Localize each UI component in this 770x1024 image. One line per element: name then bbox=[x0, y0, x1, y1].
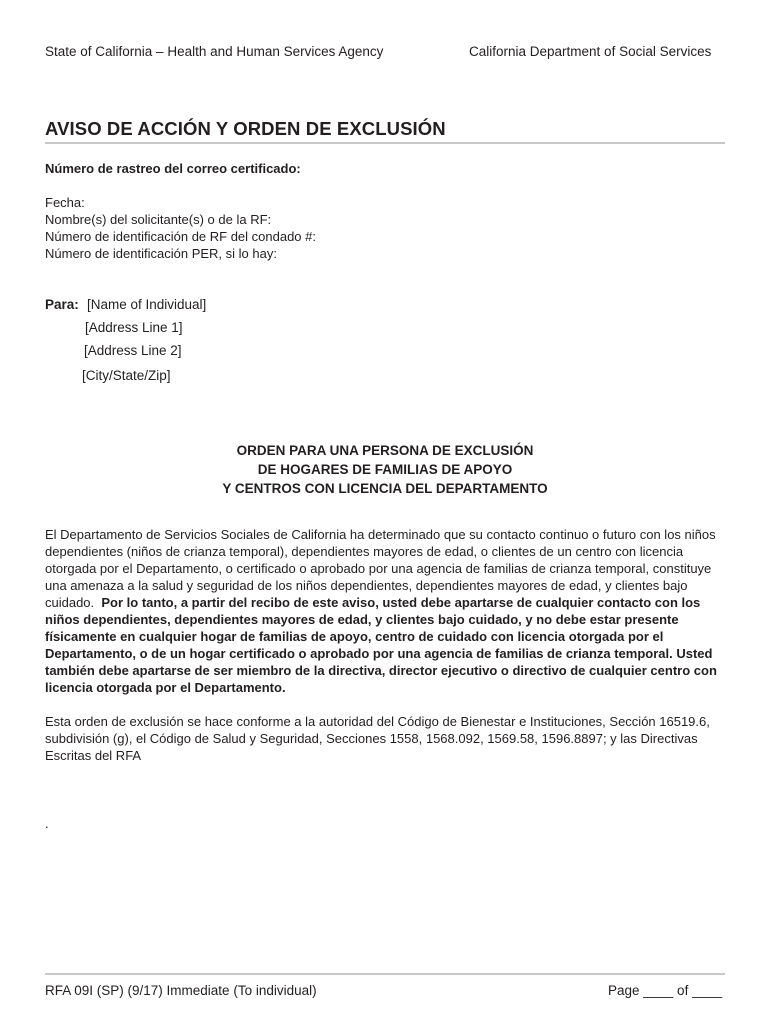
order-heading-line: DE HOGARES DE FAMILIAS DE APOYO bbox=[257, 462, 513, 477]
determination-text: El Departamento de Servicios Sociales de California ha determinado que su contacto continuo o futuro con los niños dependientes (niños de crianza temporal), dependientes mayores de edad, o clientes de un centro con licencia otorgada por el Departamento, o certificado o aprobado por una agencia de familias de crianza temporal, constituye una amenaza a la salud y seguridad de los niños dependientes, dependientes mayores de edad, y clientes bajo cuidado. bbox=[45, 527, 716, 610]
footer-divider bbox=[45, 973, 725, 975]
order-heading-line: ORDEN PARA UNA PERSONA DE EXCLUSIÓN bbox=[236, 443, 534, 458]
recipient-name: [Name of Individual] bbox=[87, 297, 207, 312]
tracking-number-label: Número de rastreo del correo certificado: bbox=[45, 161, 301, 176]
department-header: California Department of Social Services bbox=[469, 44, 712, 59]
agency-header: State of California – Health and Human Services Agency bbox=[45, 44, 384, 59]
determination-paragraph bbox=[45, 526, 730, 696]
recipient-label: Para: bbox=[45, 297, 79, 312]
authority-paragraph: Esta orden de exclusión se hace conforme a la autoridad del Código de Bienestar e Instituciones, Sección 16519.6, subdivisión (g), el Código de Salud y Seguridad, Secciones 1558, 1568.092, 1569.58, 1596.8897; y las Directivas Escritas del RFA bbox=[45, 714, 710, 763]
city-state-zip: [City/State/Zip] bbox=[82, 368, 171, 383]
page-number: Page ____ of ____ bbox=[608, 983, 723, 998]
order-heading bbox=[45, 441, 725, 498]
stray-mark: . bbox=[45, 816, 49, 831]
page-title: AVISO DE ACCIÓN Y ORDEN DE EXCLUSIÓN bbox=[45, 118, 446, 139]
exclusion-directive-text: Por lo tanto, a partir del recibo de este aviso, usted debe apartarse de cualquier contacto con los niños dependientes, dependientes mayores de edad, y clientes bajo cuidado, y no debe estar presente físicamente en cualquier hogar de familias de apoyo, centro de cuidado con licencia otorgada por el Departamento, o de un hogar certificado o aprobado por una agencia de familias de crianza temporal. Usted también debe apartarse de ser miembro de la directiva, director ejecutivo o directivo de cualquier centro con licencia otorgada por el Departamento. bbox=[45, 595, 717, 695]
per-id-label: Número de identificación PER, si lo hay: bbox=[45, 246, 277, 261]
address-line-2: [Address Line 2] bbox=[84, 343, 182, 358]
address-line-1: [Address Line 1] bbox=[85, 320, 183, 335]
order-heading-line: Y CENTROS CON LICENCIA DEL DEPARTAMENTO bbox=[222, 481, 548, 496]
date-field-label: Fecha: bbox=[45, 195, 85, 210]
title-divider bbox=[45, 142, 725, 144]
county-rf-id-label: Número de identificación de RF del condado #: bbox=[45, 229, 316, 244]
form-identifier: RFA 09I (SP) (9/17) Immediate (To individual) bbox=[45, 983, 317, 998]
applicant-name-label: Nombre(s) del solicitante(s) o de la RF: bbox=[45, 212, 272, 227]
